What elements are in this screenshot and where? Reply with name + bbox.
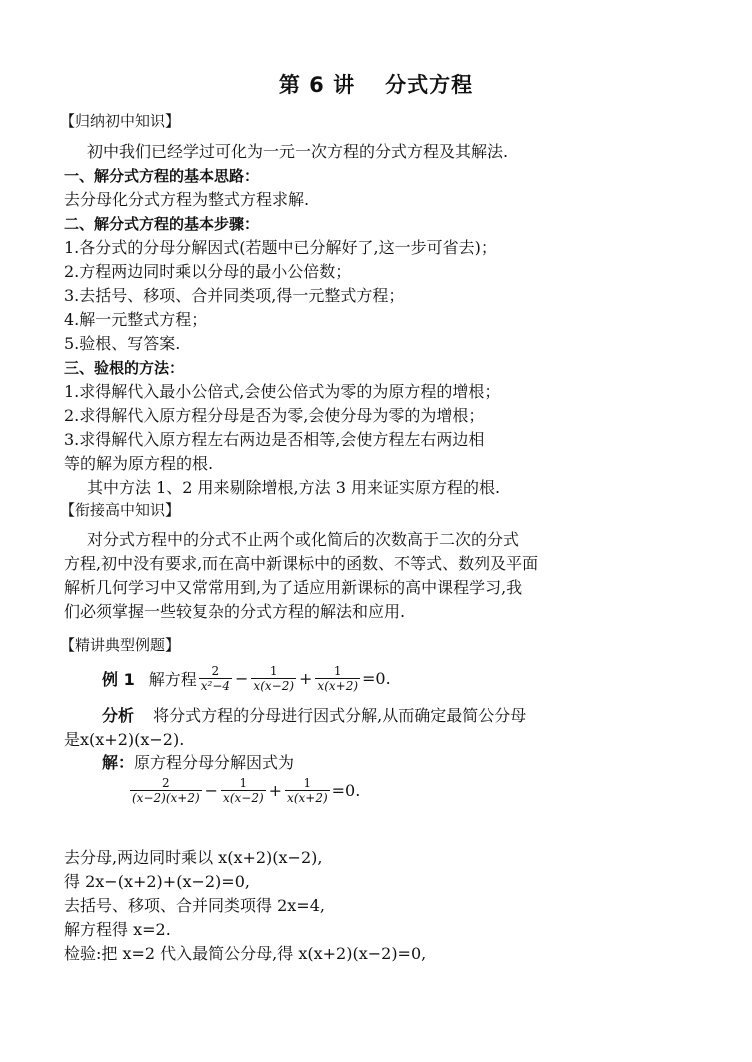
- example-1-equation: 例 1 解方程 $\frac{2}{\text{x²−4}}$ − $\frac{1}{x(x-2)}$ + $\frac{1}{x(x+2)}$ =0.: [102, 664, 391, 693]
- lecture-number: 第 6 讲: [278, 73, 356, 97]
- senior-text-line1: 对分式方程中的分式不止两个或化简后的次数高于二次的分式: [87, 530, 520, 549]
- subheading-basic-idea: 一、解分式方程的基本思路：: [64, 167, 260, 185]
- solution-intro: 解：原方程分母分解因式为: [102, 753, 295, 772]
- step-4: 4.解一元整式方程；: [64, 310, 208, 329]
- fraction-1: $\frac{2}{\text{x²−4}}$: [200, 664, 231, 693]
- analysis-line2: 是x(x+2)(x−2).: [64, 730, 185, 749]
- fraction-2: $\frac{1}{x(x-2)}$: [223, 776, 264, 805]
- step-2: 2.方程两边同时乘以分母的最小公倍数；: [64, 262, 352, 281]
- intro-text: 初中我们已经学过可化为一元一次方程的分式方程及其解法.: [87, 142, 509, 161]
- subheading-basic-steps: 二、解分式方程的基本步骤：: [64, 215, 260, 233]
- basic-idea-text: 去分母化分式方程为整式方程求解.: [64, 190, 310, 209]
- work-step-1: 去分母,两边同时乘以 x(x+2)(x−2),: [64, 848, 323, 867]
- example-label: 例 1: [102, 670, 135, 689]
- work-step-3: 去括号、移项、合并同类项得 2x=4,: [64, 896, 325, 915]
- verify-method-2: 2.求得解代入原方程分母是否为零,会使分母为零的为增根；: [64, 406, 485, 425]
- senior-text-line3: 解析几何学习中又常常用到,为了适应用新课标的高中课程学习,我: [64, 578, 523, 597]
- lecture-topic: 分式方程: [385, 73, 474, 97]
- step-1: 1.各分式的分母分解因式(若题中已分解好了,这一步可省去)；: [64, 238, 497, 257]
- fraction-3: $\frac{1}{x(x+2)}$: [287, 776, 328, 805]
- solution-label: 解：: [102, 753, 135, 772]
- verify-method-3-line2: 等的解为原方程的根.: [64, 454, 214, 473]
- verify-method-1: 1.求得解代入最小公倍式,会使公倍式为零的为原方程的增根；: [64, 382, 501, 401]
- section-heading-examples: 【精讲典型例题】: [60, 636, 181, 654]
- page-title: [0, 74, 752, 96]
- subheading-verify-methods: 三、验根的方法：: [64, 359, 185, 377]
- senior-text-line4: 们必须掌握一些较复杂的分式方程的解法和应用.: [64, 602, 406, 621]
- senior-text-line2: 方程,初中没有要求,而在高中新课标中的函数、不等式、数列及平面: [64, 554, 539, 573]
- section-heading-senior: 【衔接高中知识】: [60, 501, 181, 519]
- factored-equation: $\frac{2}{(x-2)(x+2)}$ − $\frac{1}{x(x-2)}$ + $\frac{1}{x(x+2)}$ =0.: [132, 776, 361, 805]
- analysis-line1: 分析 将分式方程的分母进行因式分解,从而确定最简公分母: [102, 706, 527, 725]
- work-step-5: 检验:把 x=2 代入最简公分母,得 x(x+2)(x−2)=0,: [64, 944, 427, 963]
- step-5: 5.验根、写答案.: [64, 334, 181, 353]
- work-step-4: 解方程得 x=2.: [64, 920, 171, 939]
- section-heading-junior: 【归纳初中知识】: [60, 112, 181, 130]
- methods-note: 其中方法 1、2 用来剔除增根,方法 3 用来证实原方程的根.: [87, 478, 501, 497]
- analysis-label: 分析: [102, 706, 135, 725]
- example-instruction: 解方程: [148, 670, 197, 689]
- verify-method-3-line1: 3.求得解代入原方程左右两边是否相等,会使方程左右两边相: [64, 430, 485, 449]
- fraction-3: $\frac{1}{x(x+2)}$: [317, 664, 359, 693]
- fraction-1: $\frac{2}{(x-2)(x+2)}$: [132, 776, 200, 805]
- work-step-2: 得 2x−(x+2)+(x−2)=0,: [64, 872, 250, 891]
- step-3: 3.去括号、移项、合并同类项,得一元整式方程；: [64, 286, 405, 305]
- fraction-2: $\frac{1}{x(x-2)}$: [253, 664, 295, 693]
